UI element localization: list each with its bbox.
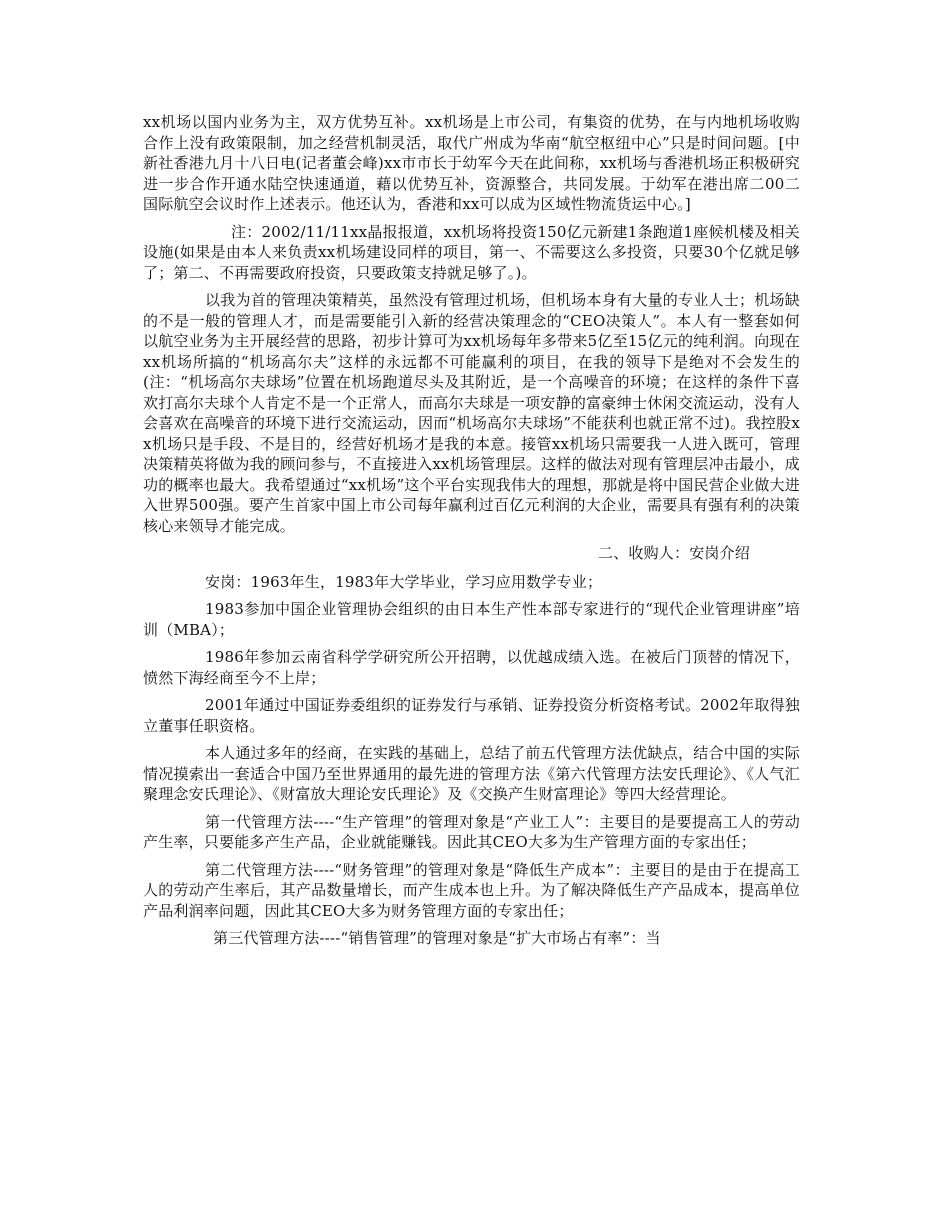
section-heading-acquirer: 二、收购人：安岗介绍 [598,544,751,562]
paragraph-theories: 本人通过多年的经商，在实践的基础上，总结了前五代管理方法优缺点，结合中国的实际情况摸索出一套适合中国乃至世界通用的最先进的管理方法《第六代管理方法安氏理论》、《人气汇聚理念安氏理论》、《财富放大理论安氏理论》及《交换产生财富理论》等四大经营理论。 [143,744,800,803]
paragraph-bio-birth: 安岗：1963年生，1983年大学毕业，学习应用数学专业； [205,572,603,591]
paragraph-note-investment: 注：2002/11/11xx晶报报道，xx机场将投资150亿元新建1条跑道1座候机楼及相关设施(如果是由本人来负责xx机场建设同样的项目，第一、不需要这么多投资，只要30个亿就足够了；第二、不再需要政府投资，只要政策支持就足够了。)。 [143,222,800,282]
paragraph-airport-cooperation: xx机场以国内业务为主，双方优势互补。xx机场是上市公司，有集资的优势，在与内地机场收购合作上没有政策限制，加之经营机制灵活，取代广州成为华南“航空枢纽中心”只是时间问题。[中新社香港九月十八日电(记者董会峰)xx市市长于幼军今天在此间称，xx机场与香港机场正积极研究进一步合作开通水陆空快速通道，藉以优势互补，资源整合，共同发展。于幼军在港出席二00二国际航空会议时作上述表示。他还认为，香港和xx可以成为区域性物流货运中心。] [143,113,800,213]
document-body [143,112,800,956]
paragraph-second-generation: 第二代管理方法----“财务管理”的管理对象是“降低生产成本”：主要目的是由于在提高工人的劳动产生率后，其产品数量增长，而产生成本也上升。为了解决降低生产产品成本，提高单位产品利润率问题，因此其CEO大多为财务管理方面的专家出任； [143,860,800,920]
paragraph-third-generation: 第三代管理方法----“销售管理”的管理对象是“扩大市场占有率”：当 [213,929,661,947]
paragraph-bio-2001: 2001年通过中国证券委组织的证券发行与承销、证券投资分析资格考试。2002年取得独立董事任职资格。 [143,696,800,735]
paragraph-first-generation: 第一代管理方法----“生产管理”的管理对象是“产业工人”：主要目的是要提高工人的劳动产生率，只要能多产生产品，企业就能赚钱。因此其CEO大多为生产管理方面的专家出任； [143,812,800,851]
paragraph-bio-1983: 1983参加中国企业管理协会组织的由日本生产性本部专家进行的“现代企业管理讲座”培训（MBA）； [143,600,800,639]
paragraph-bio-1986: 1986年参加云南省科学学研究所公开招聘，以优越成绩入选。在被后门顶替的情况下，愤然下海经商至今不上岸； [143,648,800,687]
paragraph-management-elite: 以我为首的管理决策精英，虽然没有管理过机场，但机场本身有大量的专业人士；机场缺的不是一般的管理人才，而是需要能引入新的经营决策理念的“CEO决策人”。本人有一整套如何以航空业务为主开展经营的思路，初步计算可为xx机场每年多带来5亿至15亿元的纯利润。向现在xx机场所搞的“机场高尔夫”这样的永远都不可能赢利的项目，在我的领导下是绝对不会发生的(注：“机场高尔夫球场”位置在机场跑道尽头及其附近，是一个高噪音的环境；在这样的条件下喜欢打高尔夫球个人肯定不是一个正常人，而高尔夫球是一项安静的富豪绅士休闲交流运动，没有人会喜欢在高噪音的环境下进行交流运动，因而“机场高尔夫球场”不能获利也就正常不过)。我控股xx机场只是手段、不是目的，经营好机场才是我的本意。接管xx机场只需要我一人进入既可，管理决策精英将做为我的顾问参与，不直接进入xx机场管理层。这样的做法对现有管理层冲击最小，成功的概率也最大。我希望通过“xx机场”这个平台实现我伟大的理想，那就是将中国民营企业做大进入世界500强。要产生首家中国上市公司每年赢利过百亿元利润的大企业，需要具有强有利的决策核心来领导才能完成。 [143,291,800,535]
